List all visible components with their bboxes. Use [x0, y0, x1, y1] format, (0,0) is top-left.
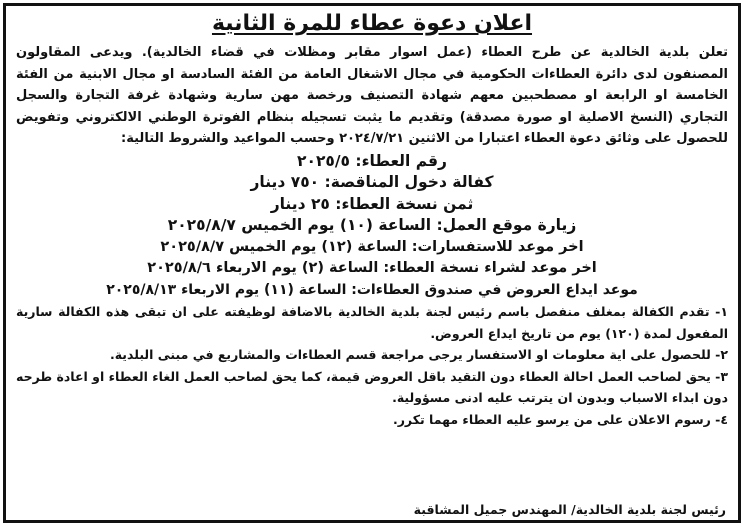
tender-details — [16, 151, 728, 302]
submission-deadline: موعد ايداع العروض في صندوق العطاءات: الساعة (١١) يوم الاربعاء ٢٠٢٥/٨/١٣ — [106, 281, 638, 298]
inquiries-deadline: اخر موعد للاستفسارات: الساعة (١٢) يوم الخميس ٢٠٢٥/٨/٧ — [160, 238, 584, 255]
announcement-frame — [3, 3, 741, 523]
copy-price: ثمن نسخة العطاء: ٢٥ دينار — [270, 194, 474, 213]
tender-bond: كفالة دخول المناقصة: ٧٥٠ دينار — [250, 173, 494, 191]
signature-line: رئيس لجنة بلدية الخالدية/ المهندس جميل المشاقبة — [413, 502, 726, 517]
site-visit: زيارة موقع العمل: الساعة (١٠) يوم الخميس ٢٠٢٥/٨/٧ — [167, 216, 577, 234]
announcement-title: اعلان دعوة عطاء للمرة الثانية — [211, 11, 533, 36]
purchase-deadline: اخر موعد لشراء نسخة العطاء: الساعة (٢) يوم الاربعاء ٢٠٢٥/٨/٦ — [147, 260, 597, 276]
intro-paragraph: تعلن بلدية الخالدية عن طرح العطاء (عمل اسوار مقابر ومظلات في قضاء الخالدية). ويدعى المقاولون المصنفون لدى دائرة العطاءات الحكومية في مجال الاشغال العامة من الفئة السادسة او مجال الابنية من الفئة الخامسة او الرابعة او مصطحبين معهم شهادة التصنيف ورخصة مهن سارية وشهادة غرفة التجارة والسجل التجاري (النسخ الاصلية او صورة مصدقة) وتقديم ما يثبت تسجيله بنظام الفوترة الوطني الالكتروني وتفويض للحصول على وثائق دعوة العطاء اعتبارا من الاثنين ٢٠٢٤/٧/٢١ وحسب المواعيد والشروط التالية: — [16, 45, 728, 146]
term-item-2: ٢- للحصول على اية معلومات او الاستفسار يرجى مراجعة قسم العطاءات والمشاريع في مبنى البلدية. — [109, 347, 728, 362]
tender-number: رقم العطاء: ٢٠٢٥/٥ — [297, 151, 447, 170]
term-item-4: ٤- رسوم الاعلان على من يرسو عليه العطاء مهما تكرر. — [392, 411, 728, 427]
terms-list — [16, 301, 728, 430]
term-item-1: ١- تقدم الكفالة بمغلف منفصل باسم رئيس لجنة بلدية الخالدية بالاضافة لوظيفته على ان تبقى هذه الكفالة سارية المفعول لمدة (١٢٠) يوم من تاريخ ايداع العروض. — [16, 304, 728, 341]
term-item-3: ٣- يحق لصاحب العمل احالة العطاء دون التقيد باقل العروض قيمة، كما يحق لصاحب العمل الغاء العطاء او اعادة طرحه دون ابداء الاسباب وبدون ان يترتب عليه ادنى مسؤولية. — [16, 368, 728, 405]
